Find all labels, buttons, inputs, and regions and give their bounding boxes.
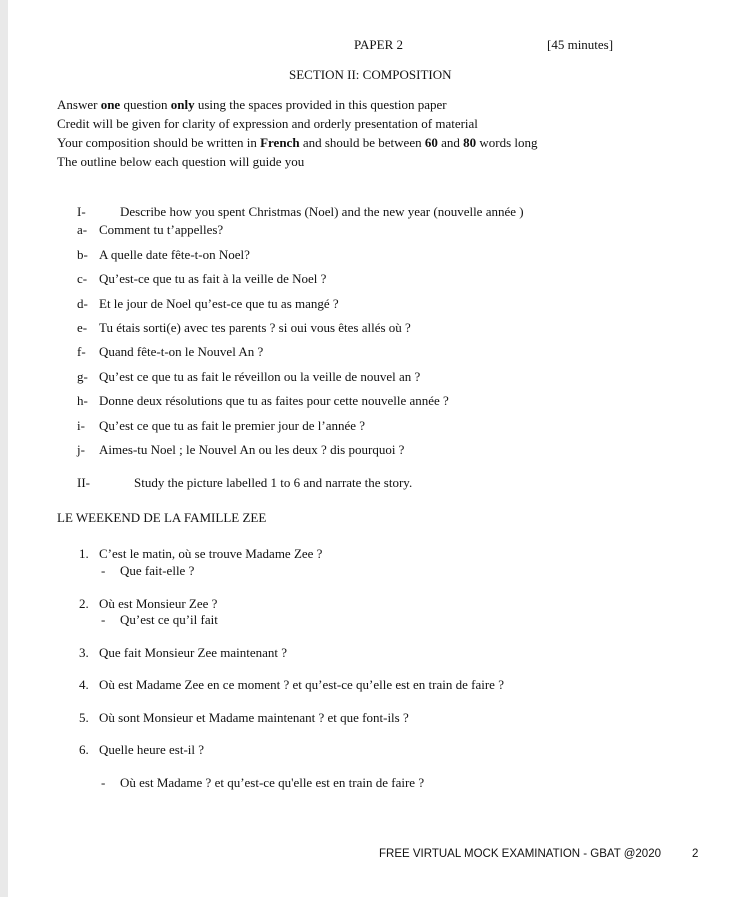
story-title: LE WEEKEND DE LA FAMILLE ZEE: [57, 510, 267, 525]
duration: [45 minutes]: [547, 37, 614, 52]
q2-item-number: 3.: [79, 645, 89, 660]
instr3-bold-80: 80: [463, 135, 477, 150]
instr3-text-e: words long: [476, 135, 538, 150]
q2-item-number: 6.: [79, 742, 89, 757]
section-title: SECTION II: COMPOSITION: [289, 67, 452, 82]
q2-item-number: 5.: [79, 710, 89, 725]
q1-item-label: c-: [77, 271, 88, 286]
instr3-bold-french: French: [260, 135, 300, 150]
q2-item-text: Où sont Monsieur et Madame maintenant ? et que font-ils ?: [99, 710, 409, 725]
q2-item-text: Où est Monsieur Zee ?: [99, 596, 218, 611]
q2-item-text: C’est le matin, où se trouve Madame Zee ?: [99, 546, 323, 561]
question-2-title: Study the picture labelled 1 to 6 and narrate the story.: [134, 475, 413, 490]
q1-item-text: Et le jour de Noel qu’est-ce que tu as mangé ?: [99, 296, 339, 311]
instruction-line-3: [57, 136, 538, 149]
q2-item-text: Que fait Monsieur Zee maintenant ?: [99, 645, 288, 660]
q2-item-text: Où est Madame Zee en ce moment ? et qu’est-ce qu’elle est en train de faire ?: [99, 677, 504, 692]
q1-item-label: d-: [77, 296, 88, 311]
q1-item-label: j-: [77, 442, 85, 457]
q2-sub-dash: -: [101, 563, 106, 578]
q1-item-label: f-: [77, 344, 86, 359]
q2-sub-dash: -: [101, 612, 106, 627]
instr1-bold-one: one: [100, 97, 121, 112]
q1-item-label: i-: [77, 418, 85, 433]
q2-sub-dash: -: [101, 775, 106, 790]
page-edge: [0, 0, 8, 897]
q1-item-label: g-: [77, 369, 88, 384]
question-2-number: II-: [77, 475, 90, 490]
question-1-title: Describe how you spent Christmas (Noel) and the new year (nouvelle année ): [120, 204, 524, 219]
q1-item-label: a-: [77, 222, 88, 237]
q1-item-text: Donne deux résolutions que tu as faites pour cette nouvelle année ?: [99, 393, 449, 408]
instruction-line-1: [57, 98, 447, 111]
q2-item-number: 4.: [79, 677, 89, 692]
instruction-line-4: The outline below each question will guide you: [57, 154, 305, 169]
instr1-text-a: Answer: [57, 97, 101, 112]
instr3-text-a: Your composition should be written in: [57, 135, 261, 150]
q2-item-sub: Que fait-elle ?: [120, 563, 195, 578]
instr3-text-d: and: [437, 135, 464, 150]
q1-item-label: h-: [77, 393, 88, 408]
q2-item-number: 2.: [79, 596, 89, 611]
q2-item-sub: Qu’est ce qu’il fait: [120, 612, 218, 627]
instr3-text-c: and should be between: [299, 135, 425, 150]
footer-text: FREE VIRTUAL MOCK EXAMINATION - GBAT @2020: [379, 848, 661, 860]
instr1-bold-only: only: [170, 97, 195, 112]
instruction-line-2: Credit will be given for clarity of expression and orderly presentation of material: [57, 116, 478, 131]
q2-item-text: Quelle heure est-il ?: [99, 742, 205, 757]
instr3-bold-60: 60: [424, 135, 438, 150]
q1-item-text: Qu’est-ce que tu as fait à la veille de Noel ?: [99, 271, 327, 286]
q2-item-sub: Où est Madame ? et qu’est-ce qu'elle est en train de faire ?: [120, 775, 425, 790]
q1-item-text: Qu’est ce que tu as fait le réveillon ou la veille de nouvel an ?: [99, 369, 421, 384]
question-1-number: I-: [77, 204, 86, 219]
q1-item-label: e-: [77, 320, 88, 335]
instr1-text-d: using the spaces provided in this question paper: [194, 97, 447, 112]
q1-item-text: A quelle date fête-t-on Noel?: [99, 247, 250, 262]
paper-title: PAPER 2: [354, 37, 404, 52]
q1-item-text: Aimes-tu Noel ; le Nouvel An ou les deux ? dis pourquoi ?: [99, 442, 405, 457]
q2-item-number: 1.: [79, 546, 89, 561]
q1-item-text: Quand fête-t-on le Nouvel An ?: [99, 344, 264, 359]
q1-item-text: Comment tu t’appelles?: [99, 222, 224, 237]
page-number: 2: [692, 848, 699, 860]
q1-item-label: b-: [77, 247, 88, 262]
q1-item-text: Qu’est ce que tu as fait le premier jour de l’année ?: [99, 418, 366, 433]
q1-item-text: Tu étais sorti(e) avec tes parents ? si oui vous êtes allés où ?: [99, 320, 411, 335]
instr1-text-c: question: [120, 97, 171, 112]
